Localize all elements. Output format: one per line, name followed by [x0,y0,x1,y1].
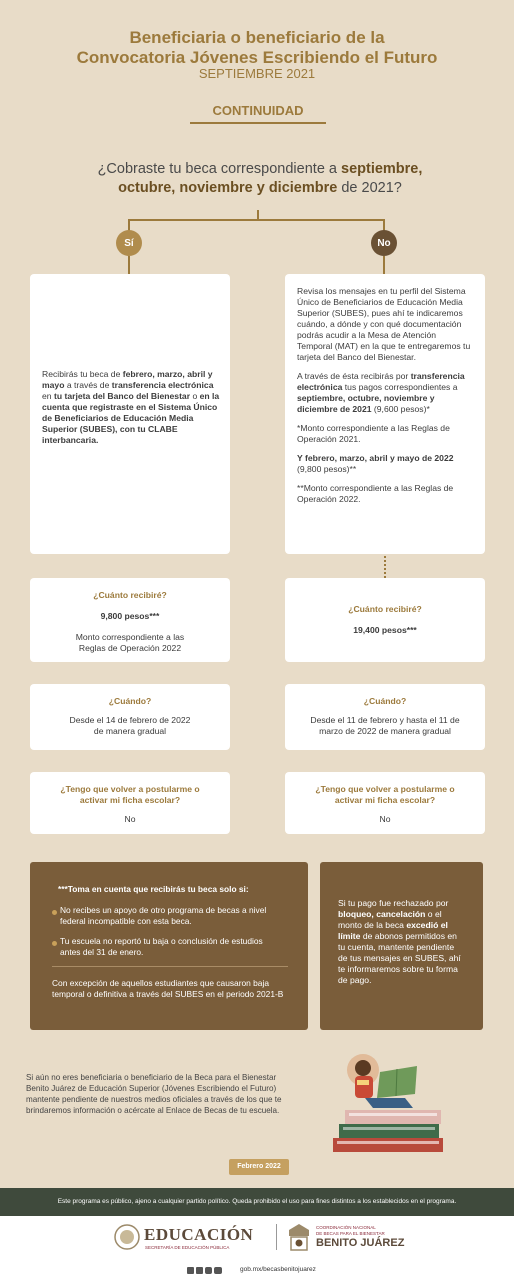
connector-left-down [128,256,130,274]
no-main-card [285,274,485,554]
section-underline [190,122,326,124]
dotted-connector-right [384,556,386,578]
title-line-1: Beneficiaria o beneficiario de la [129,28,385,47]
title-line-2: Convocatoria Jóvenes Escribiendo el Futuro [76,48,438,67]
no-amount-card [285,578,485,662]
no-when-card [285,684,485,750]
date-badge: Febrero 2022 [229,1159,289,1175]
footer-disclaimer: Este programa es público, ajeno a cualquier partido político. Queda prohibido el uso para fines distintos a los establecidos en el programa. [0,1188,514,1216]
bienestar-logo-top-2: DE BECAS PARA EL BIENESTAR [316,1231,385,1236]
sep-logo-text: EDUCACIÓN [144,1225,254,1244]
rejected-payment-box [320,862,483,1030]
no-badge: No [371,230,397,256]
no-main-text: Revisa los mensajes en tu perfil del Sistema Único de Beneficiarios de Educación Media Superior (SUBES), pues ahí te indicaremos cuándo, a dónde y con qué documentación podrás acudir a la Mesa de Atención Temporal (MAT) en la que te entregaremos tu tarjeta del Banco del Bienestar. A través de ésta recibirás por transferencia electrónica tus pagos correspondientes a septiembre, octubre, noviembre y diciembre de 2021 (9,600 pesos)* *Monto correspondiente a las Reglas de Operación 2021. Y febrero, marzo, abril y mayo de 2022 (9,800 pesos)** **Monto correspondiente a las Reglas de Operación 2022. [297,286,471,504]
conditions-exception: Con excepción de aquellos estudiantes que causaron baja temporal o definitiva a través del SUBES en el periodo 2021-B [52,978,284,999]
instagram-icon[interactable] [205,1267,212,1274]
facebook-icon[interactable] [187,1267,194,1274]
social-icons [187,1267,222,1274]
no-amount-value: 19,400 pesos*** [353,625,417,635]
footer-url[interactable]: gob.mx/becasbenitojuarez [240,1266,316,1273]
yes-badge: Sí [116,230,142,256]
section-label: CONTINUIDAD [212,103,304,118]
no-when-line-2: marzo de 2022 de manera gradual [319,726,451,736]
condition-item-1: No recibes un apoyo de otro programa de becas a nivel federal incompatible con esta beca. [60,905,267,926]
connector-horizontal [128,219,385,221]
sep-logo-subtext: SECRETARÍA DE EDUCACIÓN PÚBLICA [145,1245,230,1250]
connector-right-down [383,256,385,274]
yes-when-line-2: de manera gradual [93,726,167,736]
yes-amount-value: 9,800 pesos*** [100,611,160,621]
yes-amount-card [30,578,230,662]
yes-reapply-title-1: ¿Tengo que volver a postularme o [60,784,200,794]
footer-logos [0,1216,514,1280]
youtube-icon[interactable] [214,1267,222,1274]
main-question: ¿Cobraste tu beca correspondiente a septiembre, octubre, noviembre y diciembre de 2021? [97,161,423,196]
yes-when-line-1: Desde el 14 de febrero de 2022 [69,715,191,725]
conditions-divider [52,966,288,967]
rejected-payment-text: Si tu pago fue rechazado por bloqueo, cancelación o el monto de la beca excedió el límite de abonos permitidos en tu cuenta, mantente pendiente de tus mensajes en SUBES, ahí te informaremos sobre tu forma de pago. [338,898,461,985]
yes-main-card [30,274,230,554]
bienestar-logo-text: BENITO JUÁREZ [316,1237,405,1249]
yes-main-text: Recibirás tu beca de febrero, marzo, abril y mayo a través de transferencia electrónica en tu tarjeta del Banco del Bienestar o en la cuenta que registraste en el Sistema Único de Beneficiarios de Educación Media Superior (SUBES), con tu CLABE interbancaria. [42,369,220,445]
no-reapply-answer: No [379,814,391,824]
yes-when-title: ¿Cuándo? [108,696,152,706]
yes-when-card [30,684,230,750]
yes-amount-note-2: Reglas de Operación 2022 [78,643,182,653]
bullet-icon [52,941,57,946]
no-reapply-title-1: ¿Tengo que volver a postularme o [315,784,455,794]
twitter-icon[interactable] [196,1267,203,1274]
yes-reapply-title-2: activar mi ficha escolar? [79,795,181,805]
yes-reapply-answer: No [124,814,136,824]
logo-divider [276,1224,277,1250]
no-when-title: ¿Cuándo? [363,696,407,706]
yes-reapply-card [30,772,230,834]
bullet-icon [52,910,57,915]
no-reapply-title-2: activar mi ficha escolar? [334,795,436,805]
no-when-line-1: Desde el 11 de febrero y hasta el 11 de [310,715,460,725]
page-subtitle: SEPTIEMBRE 2021 [198,66,316,81]
yes-amount-title: ¿Cuánto recibiré? [93,590,167,600]
student-reading-illustration [325,1052,450,1157]
no-amount-title: ¿Cuánto recibiré? [348,604,422,614]
bienestar-seal-icon [286,1222,312,1252]
no-reapply-card [285,772,485,834]
bottom-note: Si aún no eres beneficiaria o beneficiario de la Beca para el Bienestar Benito Juárez de Educación Superior (Jóvenes Escribiendo el Futuro) mantente pendiente de nuestros medios oficiales a través de los que te brindaremos información o acércate al Enlace de Becas de tu escuela. [26,1073,282,1115]
sep-seal-icon [114,1224,140,1250]
condition-item-2: Tu escuela no reportó tu baja o conclusión de estudios antes del 31 de enero. [60,936,263,957]
page-title [0,28,514,68]
conditions-box [30,862,308,1030]
yes-amount-note-1: Monto correspondiente a las [75,632,185,642]
bienestar-logo-top-1: COORDINACIÓN NACIONAL [316,1225,376,1230]
conditions-heading: ***Toma en cuenta que recibirás tu beca solo si: [58,884,249,894]
